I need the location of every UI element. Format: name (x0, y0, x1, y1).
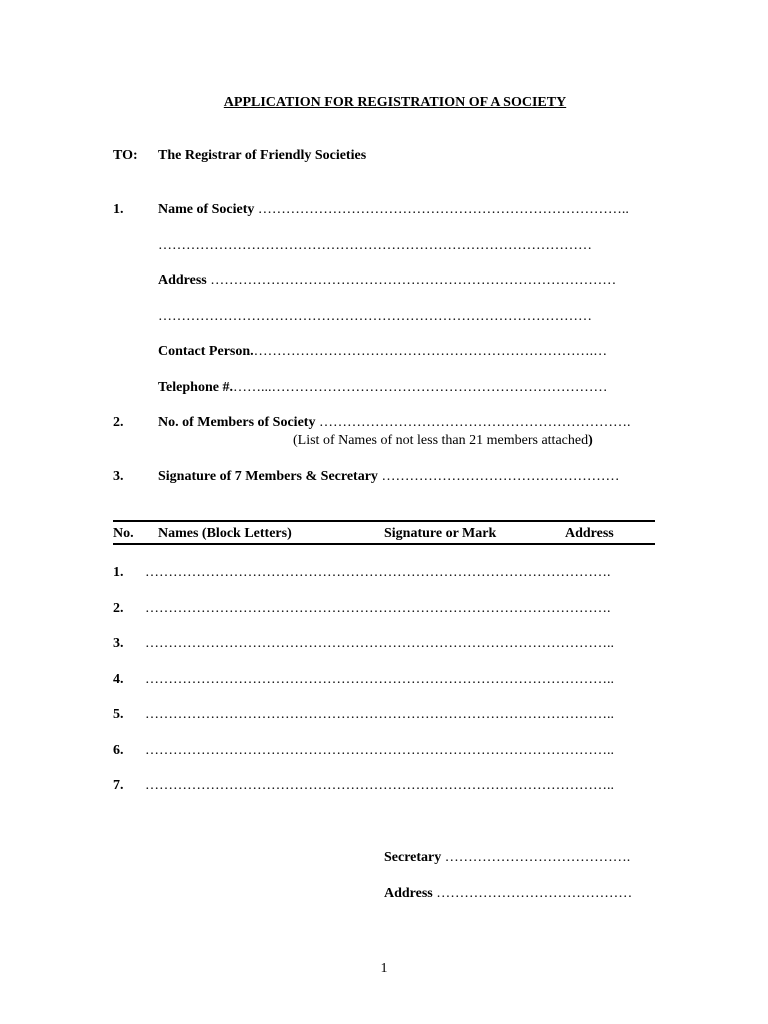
member-count-label: No. of Members of Society (158, 415, 316, 430)
telephone-field[interactable] (158, 380, 655, 396)
to-label: TO: (113, 148, 138, 163)
address-line-2[interactable]: ………………………………………………………………………………… (158, 309, 592, 324)
signatures-label: Signature of 7 Members & Secretary (158, 469, 378, 484)
table-row[interactable]: ……………………………………………………………………………………….. (145, 743, 614, 758)
row-number: 3. (113, 636, 124, 651)
row-number: 7. (113, 778, 124, 793)
table-row[interactable]: ………………………………………………………………………………………. (145, 565, 611, 580)
table-row[interactable]: ……………………………………………………………………………………….. (145, 672, 614, 687)
secretary-label: Secretary (384, 850, 442, 865)
secretary-dots: …………………………………. (444, 850, 631, 865)
signatures-dots: …………………………………………… (381, 469, 620, 484)
member-list-note-close: ) (588, 433, 593, 448)
row-number: 6. (113, 743, 124, 758)
telephone-dots: ……...……………………………………………………………… (232, 380, 608, 395)
table-header-rule (113, 543, 655, 545)
society-name-dots: …………………………………………………………………….. (257, 202, 629, 217)
row-number: 1. (113, 565, 124, 580)
secretary-address-field[interactable] (384, 886, 655, 902)
header-address: Address (565, 526, 614, 541)
header-signature: Signature or Mark (384, 526, 497, 541)
society-name-line-2[interactable]: ………………………………………………………………………………… (158, 238, 592, 253)
row-number: 4. (113, 672, 124, 687)
section-1-number: 1. (113, 202, 124, 217)
address-label: Address (158, 273, 207, 288)
address-dots: …………………………………………………………………………… (210, 273, 617, 288)
table-row[interactable]: ……………………………………………………………………………………….. (145, 778, 614, 793)
document-title: APPLICATION FOR REGISTRATION OF A SOCIETY (223, 95, 567, 110)
table-row[interactable]: ……………………………………………………………………………………….. (145, 636, 614, 651)
member-list-note-text: (List of Names of not less than 21 members attached (293, 433, 589, 448)
header-names: Names (Block Letters) (158, 526, 292, 541)
table-row[interactable]: ……………………………………………………………………………………….. (145, 707, 614, 722)
to-recipient: The Registrar of Friendly Societies (158, 148, 367, 163)
section-3-number: 3. (113, 469, 124, 484)
table-row[interactable]: ………………………………………………………………………………………. (145, 601, 611, 616)
secretary-address-dots: …………………………………… (436, 886, 633, 901)
section-2-number: 2. (113, 415, 124, 430)
page-number: 1 (380, 961, 388, 976)
contact-person-label: Contact Person. (158, 344, 254, 359)
member-count-dots: …………………………………………………………. (318, 415, 631, 430)
telephone-label: Telephone #. (158, 380, 233, 395)
member-count-field[interactable] (158, 415, 655, 431)
secretary-field[interactable] (384, 850, 655, 866)
society-name-field[interactable] (158, 202, 655, 218)
member-list-note (293, 433, 593, 449)
contact-person-field[interactable] (158, 344, 655, 360)
signatures-field[interactable] (158, 469, 655, 485)
contact-person-dots: ……………………………………………………………….… (253, 344, 608, 359)
row-number: 5. (113, 707, 124, 722)
secretary-address-label: Address (384, 886, 433, 901)
row-number: 2. (113, 601, 124, 616)
address-field[interactable] (158, 273, 655, 289)
header-no: No. (113, 526, 134, 541)
table-top-rule (113, 520, 655, 522)
society-name-label: Name of Society (158, 202, 255, 217)
